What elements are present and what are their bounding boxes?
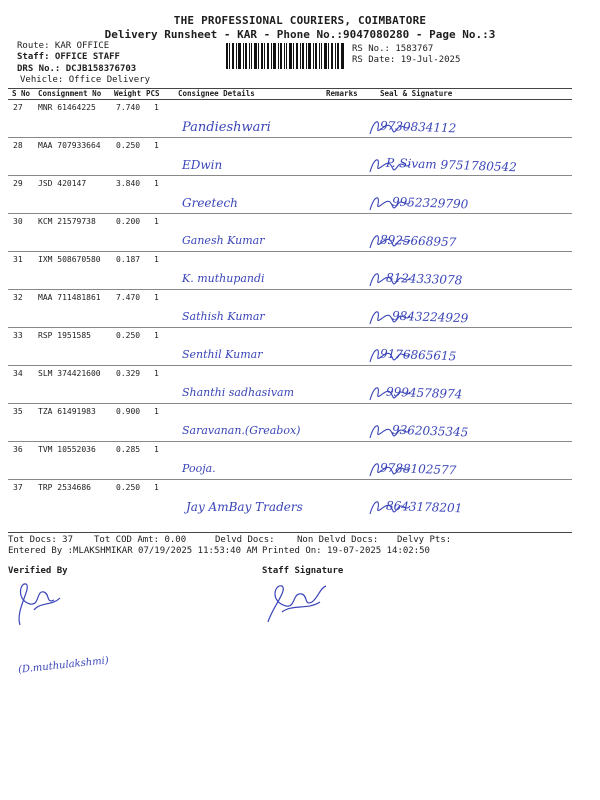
row-sno: 36 (13, 445, 23, 454)
route-label: Route: KAR OFFICE (17, 41, 110, 51)
tot-cod: Tot COD Amt: 0.00 (94, 535, 187, 545)
row-seal-signature: 9952329790 (391, 194, 469, 212)
row-consignment-no: TZA 61491983 (38, 407, 96, 416)
row-pcs: 1 (154, 483, 159, 492)
row-consignment-no: MNR 61464225 (38, 103, 96, 112)
col-remarks: Remarks (326, 89, 358, 98)
row-consignee-handwritten: EDwin (182, 158, 223, 172)
row-consignee-handwritten: Greetech (182, 196, 238, 210)
row-consignment-no: TVM 10552036 (38, 445, 96, 454)
row-pcs: 1 (154, 217, 159, 226)
row-consignment-no: SLM 374421600 (38, 369, 101, 378)
row-consignment-no: MAA 711481861 (38, 293, 101, 302)
row-consignment-no: JSD 420147 (38, 179, 87, 188)
row-weight: 0.187 (116, 255, 141, 264)
row-separator (8, 251, 572, 252)
col-sno: S No (12, 89, 31, 98)
verifier-name: (D.muthulakshmi) (17, 655, 110, 676)
non-delvd-docs: Non Delvd Docs: (297, 535, 379, 545)
table-bottom-rule (8, 532, 572, 533)
row-separator (8, 175, 572, 176)
row-sno: 32 (13, 293, 23, 302)
row-separator (8, 213, 572, 214)
row-pcs: 1 (154, 331, 159, 340)
runsheet-title: Delivery Runsheet - KAR - Phone No.:9047080280 - Page No.:3 (104, 28, 496, 41)
row-separator (8, 441, 572, 442)
col-consignment: Consignment No (38, 89, 102, 98)
row-seal-signature: 8925668957 (379, 232, 457, 250)
verifier-signature (10, 580, 70, 630)
row-sno: 29 (13, 179, 23, 188)
row-seal-signature: 9730834112 (379, 118, 457, 136)
col-seal: Seal & Signature (380, 89, 453, 98)
row-seal-signature: 8643178201 (385, 498, 463, 516)
row-weight: 0.900 (116, 407, 141, 416)
row-sno: 31 (13, 255, 23, 264)
row-separator (8, 403, 572, 404)
tot-docs: Tot Docs: 37 (8, 535, 74, 545)
row-pcs: 1 (154, 255, 159, 264)
row-separator (8, 479, 572, 480)
row-signature-scribble (366, 494, 426, 520)
row-seal-signature: 9362035345 (391, 422, 469, 440)
row-separator (8, 137, 572, 138)
row-weight: 0.200 (116, 217, 141, 226)
staff-label: Staff: OFFICE STAFF (17, 52, 120, 62)
row-consignment-no: TRP 2534686 (38, 483, 91, 492)
row-consignee-handwritten: Ganesh Kumar (182, 234, 265, 247)
rs-number: RS No.: 1583767 (352, 44, 434, 54)
barcode-image (226, 43, 344, 69)
row-separator (8, 327, 572, 328)
col-consignee: Consignee Details (178, 89, 255, 98)
row-pcs: 1 (154, 179, 159, 188)
table-header-rule (8, 99, 572, 100)
row-consignment-no: IXM 508670580 (38, 255, 101, 264)
row-weight: 7.740 (116, 103, 141, 112)
row-consignee-handwritten: Pandieshwari (182, 120, 271, 135)
rs-date: RS Date: 19-Jul-2025 (352, 55, 461, 65)
row-weight: 7.470 (116, 293, 141, 302)
staff-signature (262, 580, 332, 630)
row-sno: 28 (13, 141, 23, 150)
row-weight: 0.329 (116, 369, 141, 378)
company-title: THE PROFESSIONAL COURIERS, COIMBATORE (173, 14, 427, 27)
printed-on: Printed On: 19-07-2025 14:02:50 (262, 546, 430, 556)
row-sno: 35 (13, 407, 23, 416)
staff-signature-label: Staff Signature (262, 566, 344, 576)
delvy-pts: Delvy Pts: (397, 535, 452, 545)
row-consignment-no: KCM 21579738 (38, 217, 96, 226)
row-seal-signature: 9843224929 (391, 308, 469, 326)
vehicle-label: Vehicle: Office Delivery (20, 75, 151, 85)
row-separator (8, 289, 572, 290)
row-consignee-handwritten: Sathish Kumar (182, 310, 265, 323)
row-sno: 33 (13, 331, 23, 340)
row-separator (8, 365, 572, 366)
row-sno: 37 (13, 483, 23, 492)
row-seal-signature: 9994578974 (385, 384, 463, 402)
row-seal-signature: P. Sivam 9751780542 (385, 155, 518, 175)
row-weight: 0.250 (116, 141, 141, 150)
delvd-docs: Delvd Docs: (215, 535, 275, 545)
row-pcs: 1 (154, 103, 159, 112)
row-sno: 30 (13, 217, 23, 226)
row-consignee-handwritten: Shanthi sadhasivam (182, 386, 295, 399)
entered-by: Entered By :MLAKSHMIKAR 07/19/2025 11:53:40 AM (8, 546, 258, 556)
row-seal-signature: 8124333078 (385, 270, 463, 288)
row-consignee-handwritten: Senthil Kumar (182, 348, 263, 361)
row-sno: 27 (13, 103, 23, 112)
row-weight: 3.840 (116, 179, 141, 188)
row-weight: 0.285 (116, 445, 141, 454)
row-consignee-handwritten: Pooja. (182, 462, 216, 475)
col-pcs: PCS (146, 89, 160, 98)
row-consignee-handwritten: Saravanan.(Greabox) (182, 424, 301, 437)
row-pcs: 1 (154, 141, 159, 150)
verified-by-label: Verified By (8, 566, 68, 576)
row-pcs: 1 (154, 293, 159, 302)
row-consignee-handwritten: Jay AmBay Traders (186, 500, 303, 514)
row-pcs: 1 (154, 445, 159, 454)
col-weight: Weight (114, 89, 142, 98)
row-pcs: 1 (154, 369, 159, 378)
row-weight: 0.250 (116, 483, 141, 492)
row-consignment-no: RSP 1951585 (38, 331, 91, 340)
row-seal-signature: 9176865615 (379, 346, 457, 364)
row-sno: 34 (13, 369, 23, 378)
drs-number: DRS No.: DCJB158376703 (17, 64, 137, 74)
row-consignment-no: MAA 707933664 (38, 141, 101, 150)
row-weight: 0.250 (116, 331, 141, 340)
row-consignee-handwritten: K. muthupandi (182, 272, 265, 285)
row-pcs: 1 (154, 407, 159, 416)
row-seal-signature: 9788102577 (379, 460, 457, 478)
